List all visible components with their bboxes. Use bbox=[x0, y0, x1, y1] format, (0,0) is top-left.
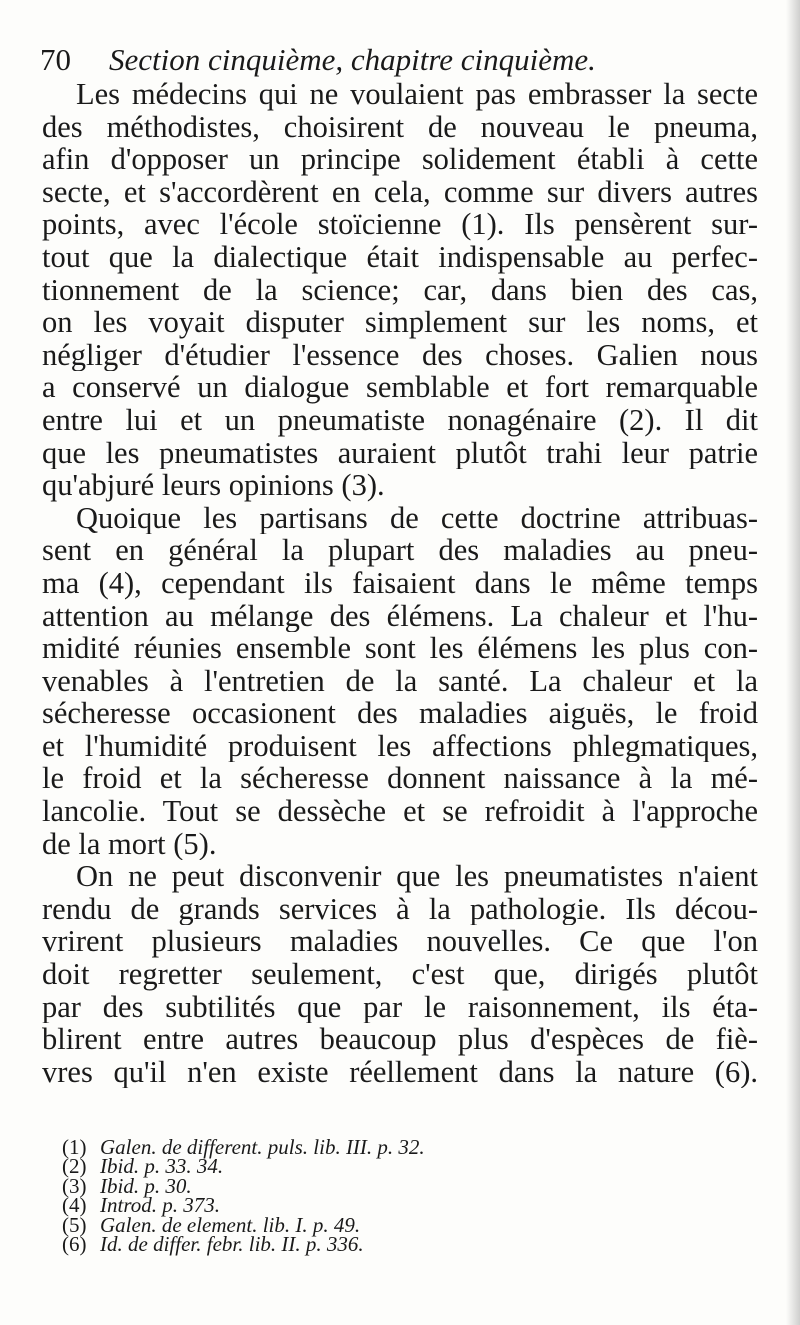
text-line: ma (4), cependant ils faisaient dans le même temps bbox=[42, 566, 758, 600]
footnote-mark: (5) bbox=[62, 1212, 87, 1237]
footnote-text: Ibid. p. 30. bbox=[100, 1173, 192, 1198]
footnote-text: Introd. p. 373. bbox=[100, 1193, 220, 1218]
text-line: secte, et s'accordèrent en cela, comme sur divers autres bbox=[42, 175, 758, 209]
text-line: points, avec l'école stoïcienne (1). Ils pensèrent sur- bbox=[42, 208, 758, 241]
footnote-mark: (6) bbox=[62, 1231, 87, 1256]
text-line: On ne peut disconvenir que les pneumatistes n'aient bbox=[76, 860, 758, 893]
page-edge-shadow bbox=[786, 0, 800, 1325]
text-line: Quoique les partisans de cette doctrine attribuas- bbox=[76, 501, 758, 535]
text-line: vrirent plusieurs maladies nouvelles. Ce que l'on bbox=[42, 925, 758, 959]
text-line: Les médecins qui ne voulaient pas embrasser la secte bbox=[76, 78, 758, 111]
text-line: midité réunies ensemble sont les élémens les plus con- bbox=[42, 632, 758, 665]
footnote-text: Ibid. p. 33. 34. bbox=[100, 1154, 224, 1179]
paragraph-2 bbox=[42, 502, 758, 861]
footnote-text: Galen. de element. lib. I. p. 49. bbox=[100, 1212, 361, 1237]
text-line: tout que la dialectique était indispensable au perfec- bbox=[42, 240, 758, 274]
body-text bbox=[42, 78, 758, 1088]
text-line: le froid et la sécheresse donnent naissance à la mé- bbox=[42, 762, 758, 796]
text-line: lancolie. Tout se dessèche et se refroidit à l'approche bbox=[42, 795, 758, 828]
text-line: sécheresse occasionent des maladies aiguës, le froid bbox=[42, 697, 758, 730]
text-line: rendu de grands services à la pathologie. Ils décou- bbox=[42, 892, 758, 926]
text-line: de la mort (5). bbox=[42, 827, 217, 861]
footnote-mark: (2) bbox=[62, 1154, 87, 1179]
text-line: on les voyait disputer simplement sur les noms, et bbox=[42, 306, 758, 339]
text-line: venables à l'entretien de la santé. La chaleur et la bbox=[42, 664, 758, 698]
text-line: entre lui et un pneumatiste nonagénaire (2). Il dit bbox=[42, 403, 758, 437]
text-line: des méthodistes, choisirent de nouveau le pneuma, bbox=[42, 110, 758, 144]
text-line: attention au mélange des élémens. La chaleur et l'hu- bbox=[42, 599, 758, 633]
footnote-mark: (3) bbox=[62, 1173, 87, 1198]
text-line: doit regretter seulement, c'est que, dirigés plutôt bbox=[42, 958, 758, 991]
footnote-text: Galen. de different. puls. lib. III. p. 32. bbox=[100, 1135, 425, 1159]
footnote bbox=[62, 1231, 562, 1256]
paragraph-1 bbox=[42, 78, 758, 502]
text-line: afin d'opposer un principe solidement établi à cette bbox=[42, 143, 758, 176]
text-line: par des subtilités que par le raisonnement, ils éta- bbox=[42, 990, 758, 1024]
paragraph-3 bbox=[42, 860, 758, 1088]
footnotes bbox=[62, 1135, 562, 1256]
text-line: et l'humidité produisent les affections phlegmatiques, bbox=[42, 729, 758, 763]
footnote-text: Id. de differ. febr. lib. II. p. 336. bbox=[100, 1231, 364, 1256]
running-header bbox=[40, 40, 760, 80]
footnote-mark: (4) bbox=[62, 1193, 87, 1218]
running-title: Section cinquième, chapitre cinquième. bbox=[109, 42, 596, 77]
text-line: a conservé un dialogue semblable et fort remarquable bbox=[42, 371, 758, 404]
page-number: 70 bbox=[40, 42, 71, 77]
text-line: vres qu'il n'en existe réellement dans la nature (6). bbox=[42, 1055, 758, 1089]
text-line: qu'abjuré leurs opinions (3). bbox=[42, 469, 385, 502]
text-line: tionnement de la science; car, dans bien des cas, bbox=[42, 273, 758, 307]
footnote-mark: (1) bbox=[62, 1135, 87, 1159]
text-line: blirent entre autres beaucoup plus d'espèces de fiè- bbox=[42, 1023, 758, 1056]
text-line: que les pneumatistes auraient plutôt trahi leur patrie bbox=[42, 436, 758, 470]
text-line: négliger d'étudier l'essence des choses. Galien nous bbox=[42, 338, 758, 372]
text-line: sent en général la plupart des maladies au pneu- bbox=[42, 534, 758, 567]
